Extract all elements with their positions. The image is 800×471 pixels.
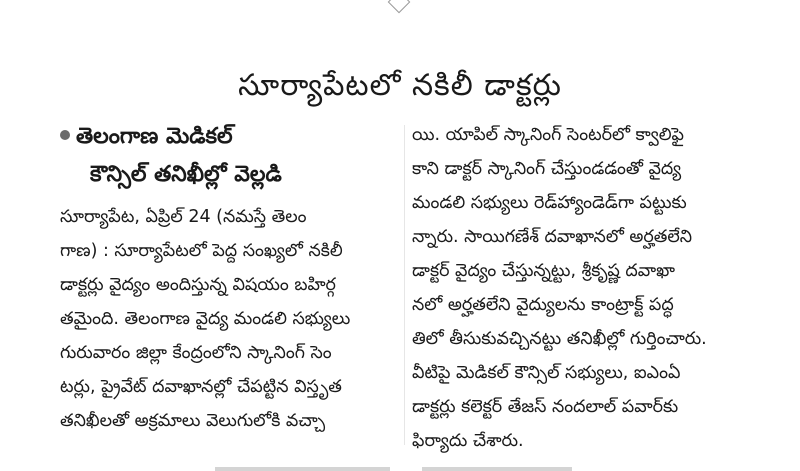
body-line: డాక్టర్ వైద్యం చేస్తున్నట్టు, శ్రీకృష్ణ దవాఖా: [412, 261, 675, 281]
footer-rule-left: [215, 467, 390, 471]
body-line: మండలి సభ్యులు రెడ్‌హ్యాండెడ్‌గా పట్టుకు: [412, 193, 687, 213]
body-line: గురువారం జిల్లా కేంద్రంలోని స్కానింగ్ సెం: [60, 343, 332, 363]
footer-rule-right: [422, 467, 572, 471]
subheadline-line-2: కౌన్సిల్ తనిఖీల్లో వెల్లడి: [90, 162, 282, 187]
column-divider: [404, 125, 405, 445]
left-column-body: [60, 200, 400, 438]
bullet-icon: [60, 130, 70, 140]
body-line: తమైంది. తెలంగాణ వైద్య మండలి సభ్యులు: [60, 309, 351, 329]
right-column-body: [412, 118, 787, 458]
subheadline-text-1: తెలంగాణ మెడికల్: [76, 124, 233, 149]
body-line: సూర్యాపేట, ఏప్రిల్ 24 (నమస్తే తెలం: [60, 207, 307, 227]
right-column: [412, 118, 787, 458]
body-line: డాక్టర్లు కలెక్టర్ తేజస్ నందలాల్ పవార్‌కు: [412, 397, 679, 417]
body-line: యి. యాపిల్ స్కానింగ్ సెంటర్‌లో క్వాలిఫై: [412, 125, 684, 145]
body-line: గాణ) : సూర్యాపేటలో పెద్ద సంఖ్యలో నకిలీ: [60, 241, 343, 261]
body-line: నలో అర్హతలేని వైద్యులను కాంట్రాక్ట్ పద్ధ: [412, 295, 674, 315]
subheadline-line-1: [60, 118, 400, 156]
body-line: తనిఖీలతో అక్రమాలు వెలుగులోకి వచ్చా: [60, 411, 326, 431]
body-line: కాని డాక్టర్ స్కానింగ్ చేస్తుండడంతో వైద్య: [412, 159, 682, 179]
body-line: టర్లు, ప్రైవేట్ దవాఖానల్లో చేపట్టిన విస్తృత: [60, 377, 342, 397]
body-line: తిలో తీసుకువచ్చినట్టు తనిఖీల్లో గుర్తించారు.: [412, 329, 707, 349]
left-column: [60, 118, 400, 438]
article-headline: సూర్యాపేటలో నకిలీ డాక్టర్లు: [238, 68, 562, 104]
body-line: ఫిర్యాదు చేశారు.: [412, 431, 524, 451]
top-ornament: [388, 0, 411, 13]
body-line: వీటిపై మెడికల్ కౌన్సిల్ సభ్యులు, ఐఎంఏ: [412, 363, 681, 383]
body-line: న్నారు. సాయిగణేశ్ దవాఖానలో అర్హతలేని: [412, 227, 693, 247]
body-line: డాక్టర్లు వైద్యం అందిస్తున్న విషయం బహిర్గ: [60, 275, 336, 295]
